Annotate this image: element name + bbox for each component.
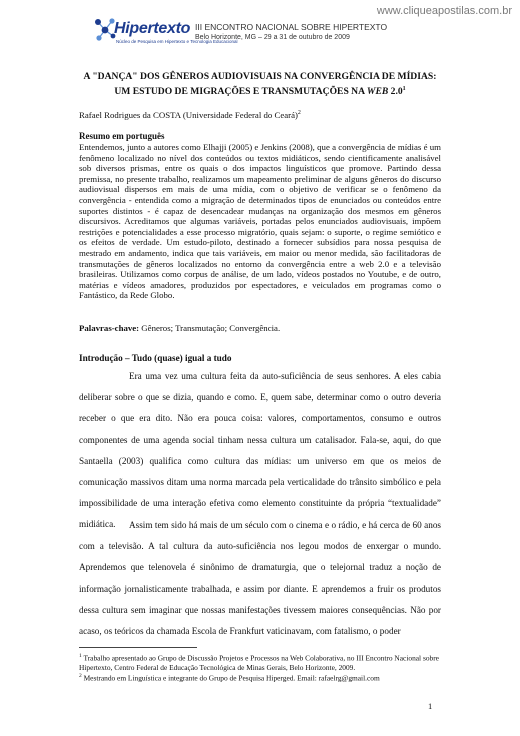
section-heading: Introdução – Tudo (quase) igual a tudo — [79, 353, 232, 363]
footnote-2-text: Mestrando em Linguística e integrante do Grupo de Pesquisa Hiperged. Email: rafaelrg@gmail.com — [81, 673, 380, 683]
footnote-2-mark: 2 — [79, 672, 82, 679]
body-paragraph-1: Era uma vez uma cultura feita da auto-suficiência de seus senhores. A eles cabia deliberar sobre o que se dizia, quando e como. E, quem sabe, determinar como o outro deveria receber o que era dito. Não era pouca coisa: valores, comportamentos, consumo e outros componentes de uma agenda social tinham nessa cultura um catalisador. Fala-se, aqui, do que Santaella (2003) qualifica como cultura das mídias: um universo em que os meios de comunicação massivos ditam uma norma marcada pela verticalidade do trânsito simbólico e pela impossibilidade de uma interação efetiva como elemento constituinte da própria “textualidade” midiática. — [79, 371, 441, 530]
footnotes — [79, 652, 441, 683]
author-line — [79, 110, 301, 120]
title-line-2-text: UM ESTUDO DE MIGRAÇÕES E TRANSMUTAÇÕES NA — [114, 86, 367, 98]
footnote-1 — [79, 652, 441, 672]
page-number: 1 — [428, 701, 433, 711]
logo-tagline: Núcleo de Pesquisa em Hipertexto e Tecnologia Educacional — [116, 39, 238, 44]
author-name: Rafael Rodrigues da COSTA (Universidade Federal do Ceará) — [79, 110, 298, 120]
keywords-label: Palavras-chave: — [79, 323, 140, 333]
paper-title — [60, 71, 460, 98]
keywords-list: Gêneros; Transmutação; Convergência. — [139, 323, 281, 333]
logo-name: Hipertexto — [114, 20, 191, 37]
footnote-1-mark: 1 — [79, 653, 82, 659]
event-header — [195, 22, 387, 41]
footnote-1-text: Trabalho apresentado ao Grupo de Discussão Projetos e Processos na Web Colaborativa, no III Encontro Nacional sobre Hipertexto, Centro Federal de Educação Tecnológica de Minas Gerais, Belo Horizonte, 2009. — [79, 653, 439, 672]
footnote-2 — [79, 672, 441, 683]
abstract-heading: Resumo em português — [79, 131, 165, 141]
title-footnote-mark: 1 — [402, 86, 406, 92]
keywords — [79, 323, 280, 333]
body-paragraph-2: Assim tem sido há mais de um século com o cinema e o rádio, e há cerca de 60 anos com a televisão. A tal cultura da auto-suficiência nos legou modos de enxergar o mundo. Aprendemos que telenovela é sinônimo de dramaturgia, que o telejornal traduz a noção de informação jornalisticamente trabalhada, e assim por diante. E aprendemos a fruir os produtos dessa cultura sem imaginar que nossas manifestações tivessem maiores consequências. Não por acaso, os teóricos da chamada Escola de Frankfurt vaticinavam, com fatalismo, o poder — [79, 520, 441, 637]
event-name: III ENCONTRO NACIONAL SOBRE HIPERTEXTO — [195, 22, 388, 32]
title-web-word: WEB — [366, 86, 389, 98]
hipertexto-logo — [92, 16, 238, 50]
title-line-2 — [60, 83, 460, 98]
event-place-date: Belo Horizonte, MG – 29 a 31 de outubro de 2009 — [195, 34, 350, 41]
watermark: www.cliqueapostilas.com.br — [376, 5, 512, 17]
title-line-1: A "DANÇA" DOS GÊNEROS AUDIOVISUAIS NA CONVERGÊNCIA DE MÍDIAS: — [83, 71, 437, 82]
author-footnote-mark: 2 — [297, 110, 301, 117]
abstract-text: Entendemos, junto a autores como Elhajji (2005) e Jenkins (2008), que a convergência de mídias é um fenômeno localizado no nível dos conteúdos ou textos midiáticos, sendo cientificamente analisável sob diversos prismas, entre os quais o dos impactos linguísticos que promove. Partindo dessa premissa, no presente trabalho, realizamos um mapeamento preliminar de alguns gêneros do discurso audiovisual dispersos em mais de uma mídia, com o objetivo de verificar se o fenômeno da convergência - entendida como a migração de determinados tipos de enunciados ou conteúdos entre suportes distintos - é capaz de desencadear mudanças na organização dos mesmos em gêneros discursivos. Acreditamos que algumas variáveis, portadas pelos enunciados audiovisuais, impõem restrições e potencialidades a esse processo migratório, quais sejam: o suporte, o regime semiótico e os efeitos de verdade. Um estudo-piloto, destinado a fornecer subsídios para nossa pesquisa de mestrado em andamento, indica que tais variáveis, em maior ou menor medida, são facilitadoras de transmutações de gêneros localizados no entorno da convergência entre a web 2.0 e a televisão brasileiras. Utilizamos como corpus de análise, de um lado, vídeos postados no Youtube, e de outro, matérias e vídeos amadores, produzidos por espectadores, e veiculados em programas como o Fantástico, da Rede Globo. — [79, 142, 441, 301]
footnote-rule — [79, 647, 197, 648]
title-version: 2.0 — [388, 86, 403, 98]
